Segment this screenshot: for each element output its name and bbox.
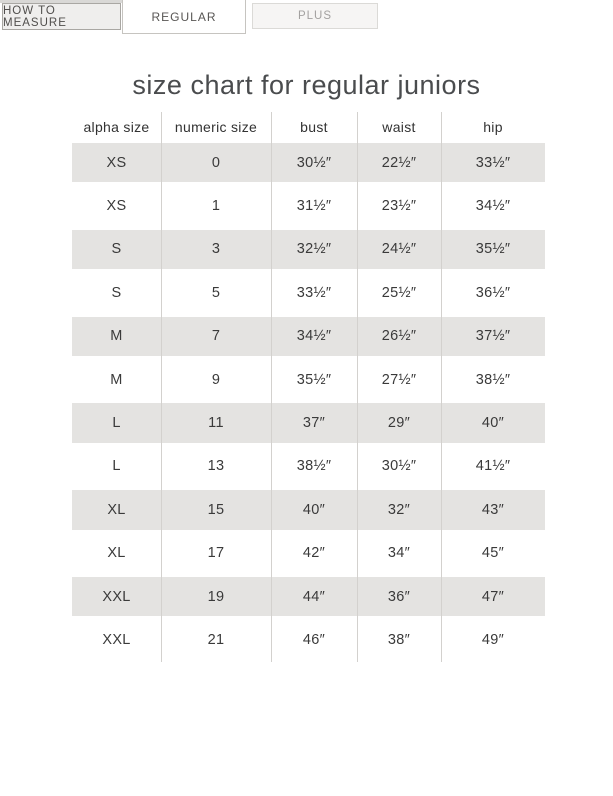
- numeric-size-cell: 9: [211, 371, 221, 388]
- waist-cell: 38″: [387, 631, 411, 648]
- column-divider: [357, 112, 358, 662]
- table-row: [72, 358, 545, 401]
- hip-cell: 34½″: [475, 198, 511, 215]
- table-row: [72, 271, 545, 314]
- bust-cell: 33½″: [296, 284, 332, 301]
- table-row: [72, 228, 545, 271]
- alpha-size-cell: L: [112, 458, 121, 475]
- waist-cell: 30½″: [381, 458, 417, 475]
- waist-cell: 24½″: [381, 241, 417, 258]
- hip-cell: 37½″: [475, 328, 511, 345]
- page-title: size chart for regular juniors: [132, 70, 481, 100]
- bust-cell: 42″: [302, 545, 326, 562]
- bust-cell: 37″: [302, 415, 326, 432]
- column-divider: [271, 112, 272, 662]
- table-row: [72, 315, 545, 358]
- hip-cell: 35½″: [475, 241, 511, 258]
- column-header-bust: bust: [300, 118, 328, 135]
- alpha-size-cell: M: [110, 328, 123, 345]
- table-row: [72, 445, 545, 488]
- bust-cell: 31½″: [296, 198, 332, 215]
- waist-cell: 29″: [387, 415, 411, 432]
- waist-cell: 22½″: [381, 154, 417, 171]
- waist-cell: 25½″: [381, 284, 417, 301]
- waist-cell: 26½″: [381, 328, 417, 345]
- numeric-size-cell: 13: [207, 458, 225, 475]
- bust-cell: 32½″: [296, 241, 332, 258]
- numeric-size-cell: 0: [211, 154, 221, 171]
- table-row: [72, 184, 545, 227]
- numeric-size-cell: 15: [207, 501, 225, 518]
- table-row: [72, 532, 545, 575]
- table-row: [72, 141, 545, 184]
- table-row: [72, 618, 545, 661]
- hip-cell: 33½″: [475, 154, 511, 171]
- column-header-alpha-size: alpha size: [83, 118, 150, 135]
- table-row: [72, 401, 545, 444]
- table-row: [72, 488, 545, 531]
- numeric-size-cell: 11: [208, 415, 224, 432]
- alpha-size-cell: XXL: [102, 631, 131, 648]
- alpha-size-cell: XS: [106, 198, 127, 215]
- alpha-size-cell: XL: [107, 545, 126, 562]
- hip-cell: 43″: [481, 501, 505, 518]
- column-divider: [441, 112, 442, 662]
- alpha-size-cell: XS: [106, 154, 127, 171]
- column-header-hip: hip: [483, 118, 503, 135]
- hip-cell: 45″: [481, 545, 505, 562]
- numeric-size-cell: 19: [207, 588, 225, 605]
- numeric-size-cell: 3: [211, 241, 221, 258]
- column-divider: [161, 112, 162, 662]
- bust-cell: 38½″: [296, 458, 332, 475]
- table-header-row: [72, 112, 545, 141]
- hip-cell: 40″: [481, 415, 505, 432]
- tab-how-to-measure[interactable]: HOW TO MEASURE: [2, 3, 121, 30]
- bust-cell: 46″: [302, 631, 326, 648]
- alpha-size-cell: S: [111, 241, 122, 258]
- alpha-size-cell: L: [112, 415, 121, 432]
- hip-cell: 47″: [481, 588, 505, 605]
- bust-cell: 35½″: [296, 371, 332, 388]
- alpha-size-cell: XXL: [102, 588, 131, 605]
- bust-cell: 30½″: [296, 154, 332, 171]
- numeric-size-cell: 17: [207, 545, 225, 562]
- size-table: [72, 112, 545, 662]
- numeric-size-cell: 7: [211, 328, 221, 345]
- tab-regular[interactable]: REGULAR: [122, 0, 246, 34]
- bust-cell: 44″: [302, 588, 326, 605]
- waist-cell: 23½″: [381, 198, 417, 215]
- waist-cell: 36″: [387, 588, 411, 605]
- alpha-size-cell: M: [110, 371, 123, 388]
- numeric-size-cell: 21: [207, 631, 225, 648]
- bust-cell: 40″: [302, 501, 326, 518]
- hip-cell: 49″: [481, 631, 505, 648]
- numeric-size-cell: 5: [211, 284, 221, 301]
- hip-cell: 38½″: [475, 371, 511, 388]
- waist-cell: 34″: [387, 545, 411, 562]
- table-row: [72, 575, 545, 618]
- column-header-waist: waist: [382, 118, 416, 135]
- hip-cell: 41½″: [475, 458, 511, 475]
- bust-cell: 34½″: [296, 328, 332, 345]
- numeric-size-cell: 1: [211, 198, 221, 215]
- tab-plus[interactable]: PLUS: [252, 3, 378, 29]
- alpha-size-cell: S: [111, 284, 122, 301]
- column-header-numeric-size: numeric size: [174, 118, 258, 135]
- waist-cell: 27½″: [381, 371, 417, 388]
- hip-cell: 36½″: [475, 284, 511, 301]
- alpha-size-cell: XL: [107, 501, 126, 518]
- waist-cell: 32″: [387, 501, 411, 518]
